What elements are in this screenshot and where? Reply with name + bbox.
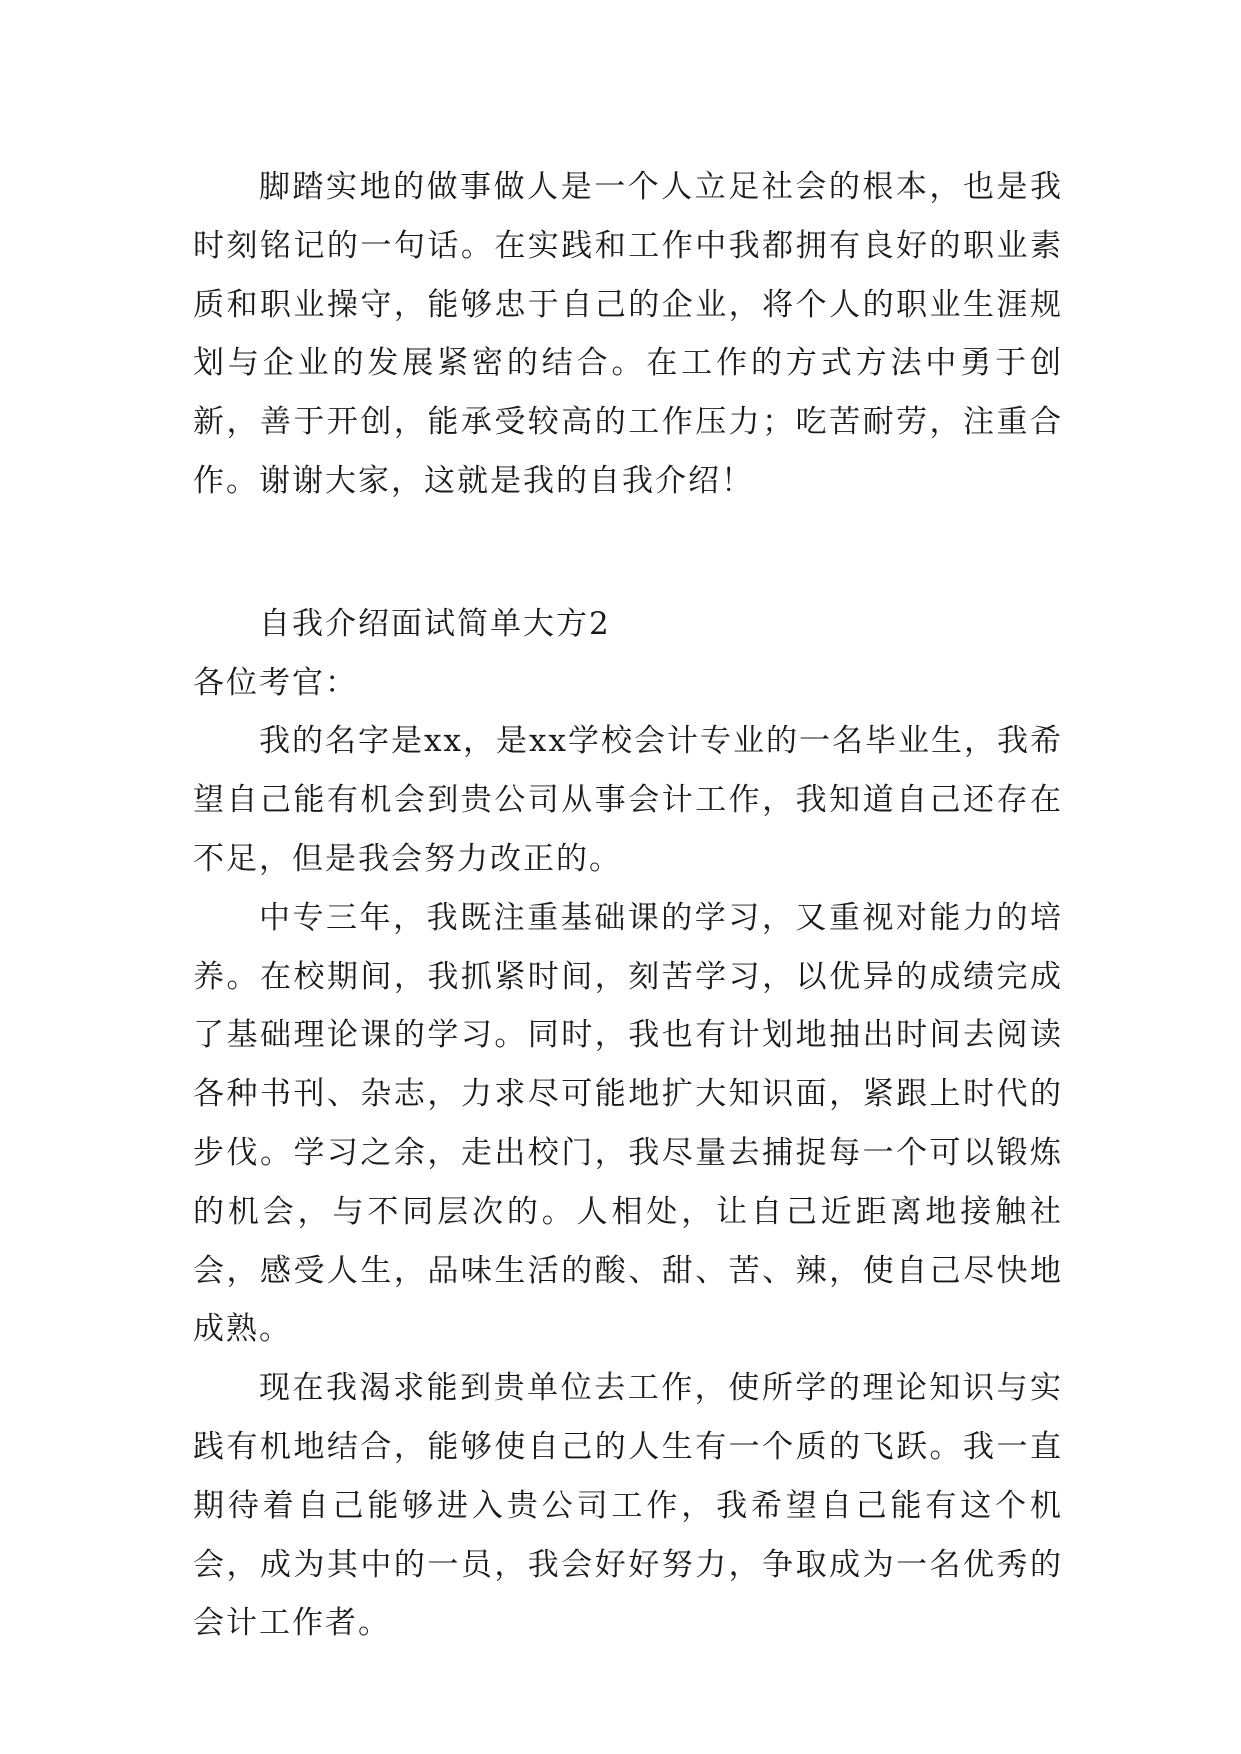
paragraph-aspiration: 现在我渴求能到贵单位去工作，使所学的理论知识与实践有机地结合，能够使自己的人生有一个质的飞跃。我一直期待着自己能够进入贵公司工作，我希望自己能有这个机会，成为其中的一员，我会好好努力，争取成为一名优秀的会计工作者。 <box>193 1370 1063 1642</box>
salutation: 各位考官： <box>193 664 358 701</box>
paragraph-intro: 我的名字是xx，是xx学校会计专业的一名毕业生，我希望自己能有机会到贵公司从事会计工作，我知道自己还存在不足，但是我会努力改正的。 <box>193 723 1063 877</box>
document-body <box>193 158 1063 1653</box>
paragraph-closing: 脚踏实地的做事做人是一个人立足社会的根本，也是我时刻铭记的一句话。在实践和工作中我都拥有良好的职业素质和职业操守，能够忠于自己的企业，将个人的职业生涯规划与企业的发展紧密的结合。在工作的方式方法中勇于创新，善于开创，能承受较高的工作压力；吃苦耐劳，注重合作。谢谢大家，这就是我的自我介绍！ <box>193 169 1063 499</box>
section-title: 自我介绍面试简单大方2 <box>259 605 611 642</box>
paragraph-education: 中专三年，我既注重基础课的学习，又重视对能力的培养。在校期间，我抓紧时间，刻苦学习，以优异的成绩完成了基础理论课的学习。同时，我也有计划地抽出时间去阅读各种书刊、杂志，力求尽可能地扩大知识面，紧跟上时代的步伐。学习之余，走出校门，我尽量去捕捉每一个可以锻炼的机会，与不同层次的。人相处，让自己近距离地接触社会，感受人生，品味生活的酸、甜、苦、辣，使自己尽快地成熟。 <box>193 899 1063 1348</box>
